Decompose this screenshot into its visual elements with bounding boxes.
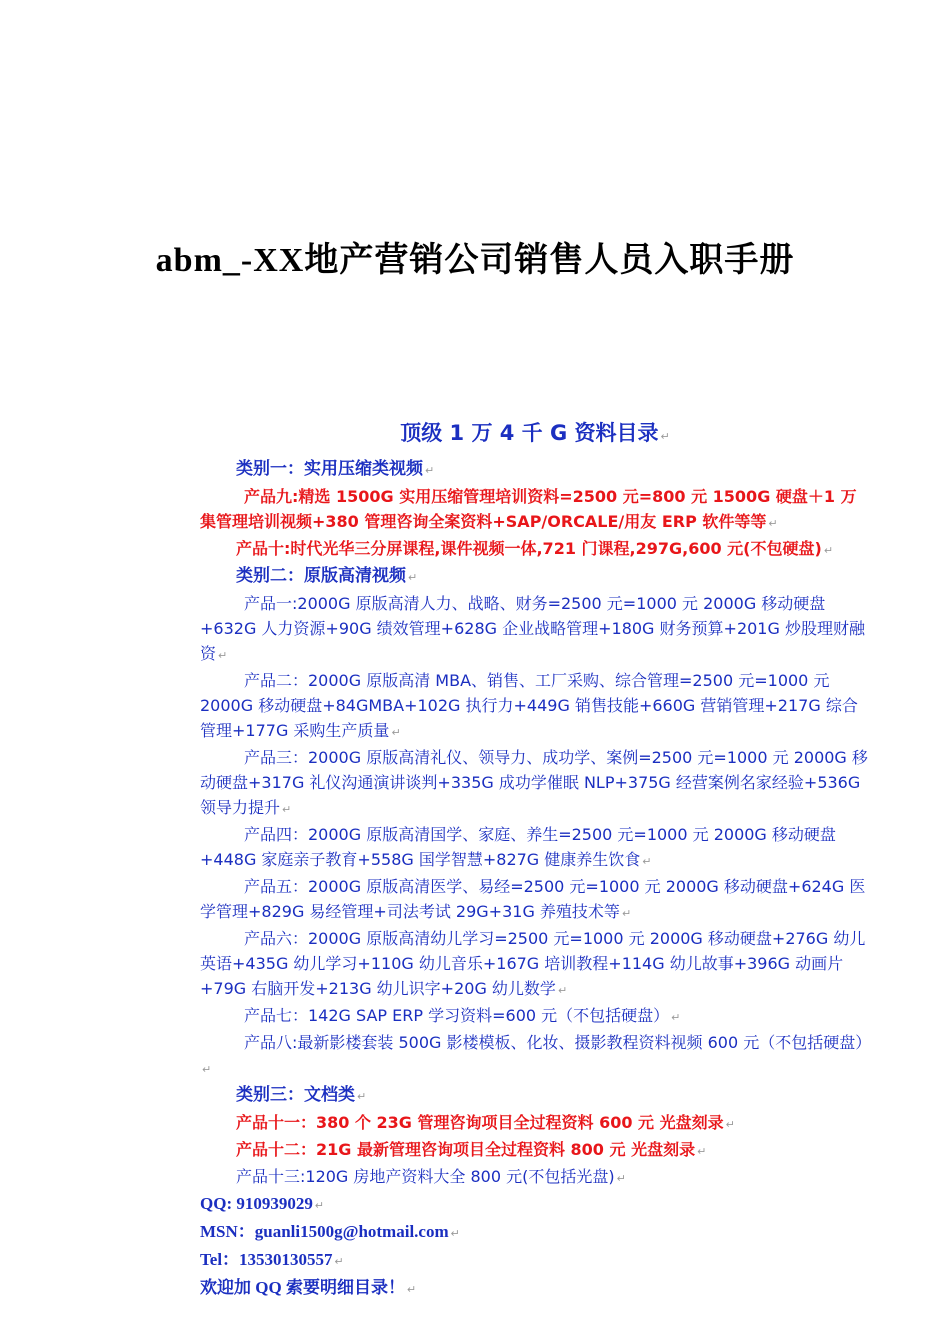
return-mark-icon: ↵	[406, 1284, 417, 1296]
return-mark-icon: ↵	[616, 1172, 626, 1185]
return-mark-icon: ↵	[425, 464, 435, 477]
welcome-line: 欢迎加 QQ 索要明细目录！ ↵	[200, 1278, 417, 1297]
return-mark-icon: ↵	[314, 1200, 325, 1212]
product-2: 产品二：2000G 原版高清 MBA、销售、工厂采购、综合管理=2500 元=1000 元 2000G 移动硬盘+84GMBA+102G 执行力+449G 销售技能+660G 营销管理+217G 综合管理+177G 采购生产质量 ↵	[200, 671, 858, 740]
product-1: 产品一:2000G 原版高清人力、战略、财务=2500 元=1000 元 2000G 移动硬盘+632G 人力资源+90G 绩效管理+628G 企业战略管理+180G 财务预算+201G 炒股理财融资 ↵	[200, 594, 865, 663]
ad-heading: 顶级 1 万 4 千 G 资料目录 ↵	[400, 421, 670, 445]
return-mark-icon: ↵	[660, 430, 670, 443]
contact-tel: Tel：13530130557 ↵	[200, 1250, 344, 1269]
return-mark-icon: ↵	[768, 517, 778, 530]
product-7: 产品七：142G SAP ERP 学习资料=600 元（不包括硬盘） ↵	[244, 1006, 681, 1025]
return-mark-icon: ↵	[642, 855, 652, 868]
category-2: 类别二：原版高清视频 ↵	[236, 566, 418, 586]
product-10: 产品十:时代光华三分屏课程,课件视频一体,721 门课程,297G,600 元(不包硬盘) ↵	[236, 539, 834, 558]
return-mark-icon: ↵	[450, 1228, 460, 1240]
return-mark-icon: ↵	[218, 649, 228, 662]
product-4: 产品四：2000G 原版高清国学、家庭、养生=2500 元=1000 元 2000G 移动硬盘+448G 家庭亲子教育+558G 国学智慧+827G 健康养生饮食 ↵	[200, 825, 836, 869]
return-mark-icon: ↵	[282, 803, 292, 816]
contact-qq: QQ: 910939029 ↵	[200, 1194, 325, 1213]
return-mark-icon: ↵	[697, 1145, 707, 1158]
product-6: 产品六：2000G 原版高清幼儿学习=2500 元=1000 元 2000G 移动硬盘+276G 幼儿英语+435G 幼儿学习+110G 幼儿音乐+167G 培训教程+114G 幼儿故事+396G 动画片+79G 右脑开发+213G 幼儿识字+20G 幼儿数学 ↵	[200, 929, 866, 998]
product-8: 产品八:最新影楼套装 500G 影楼模板、化妆、摄影教程资料视频 600 元（不包括硬盘）↵	[202, 1033, 872, 1076]
return-mark-icon: ↵	[671, 1011, 681, 1024]
product-3: 产品三：2000G 原版高清礼仪、领导力、成功学、案例=2500 元=1000 元 2000G 移动硬盘+317G 礼仪沟通演讲谈判+335G 成功学催眠 NLP+375G 经营案例名家经验+536G 领导力提升 ↵	[200, 748, 868, 817]
return-mark-icon: ↵	[391, 726, 401, 739]
return-mark-icon: ↵	[202, 1063, 212, 1076]
product-12: 产品十二：21G 最新管理咨询项目全过程资料 800 元 光盘刻录 ↵	[236, 1140, 707, 1159]
document-title: abm_-XX地产营销公司销售人员入职手册	[155, 242, 795, 279]
return-mark-icon: ↵	[408, 571, 418, 584]
product-13: 产品十三:120G 房地产资料大全 800 元(不包括光盘) ↵	[236, 1167, 626, 1186]
product-9: 产品九:精选 1500G 实用压缩管理培训资料=2500 元=800 元 1500G 硬盘＋1 万集管理培训视频+380 管理咨询全案资料+SAP/ORCALE/用友 ERP 软件等等 ↵	[200, 487, 857, 531]
contact-msn: MSN：guanli1500g@hotmail.com ↵	[200, 1222, 460, 1241]
return-mark-icon: ↵	[334, 1256, 344, 1268]
category-1: 类别一：实用压缩类视频 ↵	[236, 459, 435, 479]
product-11: 产品十一：380 个 23G 管理咨询项目全过程资料 600 元 光盘刻录 ↵	[236, 1113, 735, 1132]
return-mark-icon: ↵	[557, 984, 568, 997]
return-mark-icon: ↵	[357, 1090, 367, 1103]
return-mark-icon: ↵	[823, 544, 834, 557]
category-3: 类别三：文档类 ↵	[236, 1085, 367, 1105]
return-mark-icon: ↵	[621, 907, 632, 920]
return-mark-icon: ↵	[725, 1118, 735, 1131]
ad-block	[200, 416, 870, 1303]
product-5: 产品五：2000G 原版高清医学、易经=2500 元=1000 元 2000G 移动硬盘+624G 医学管理+829G 易经管理+司法考试 29G+31G 养殖技术等 ↵	[200, 877, 866, 921]
